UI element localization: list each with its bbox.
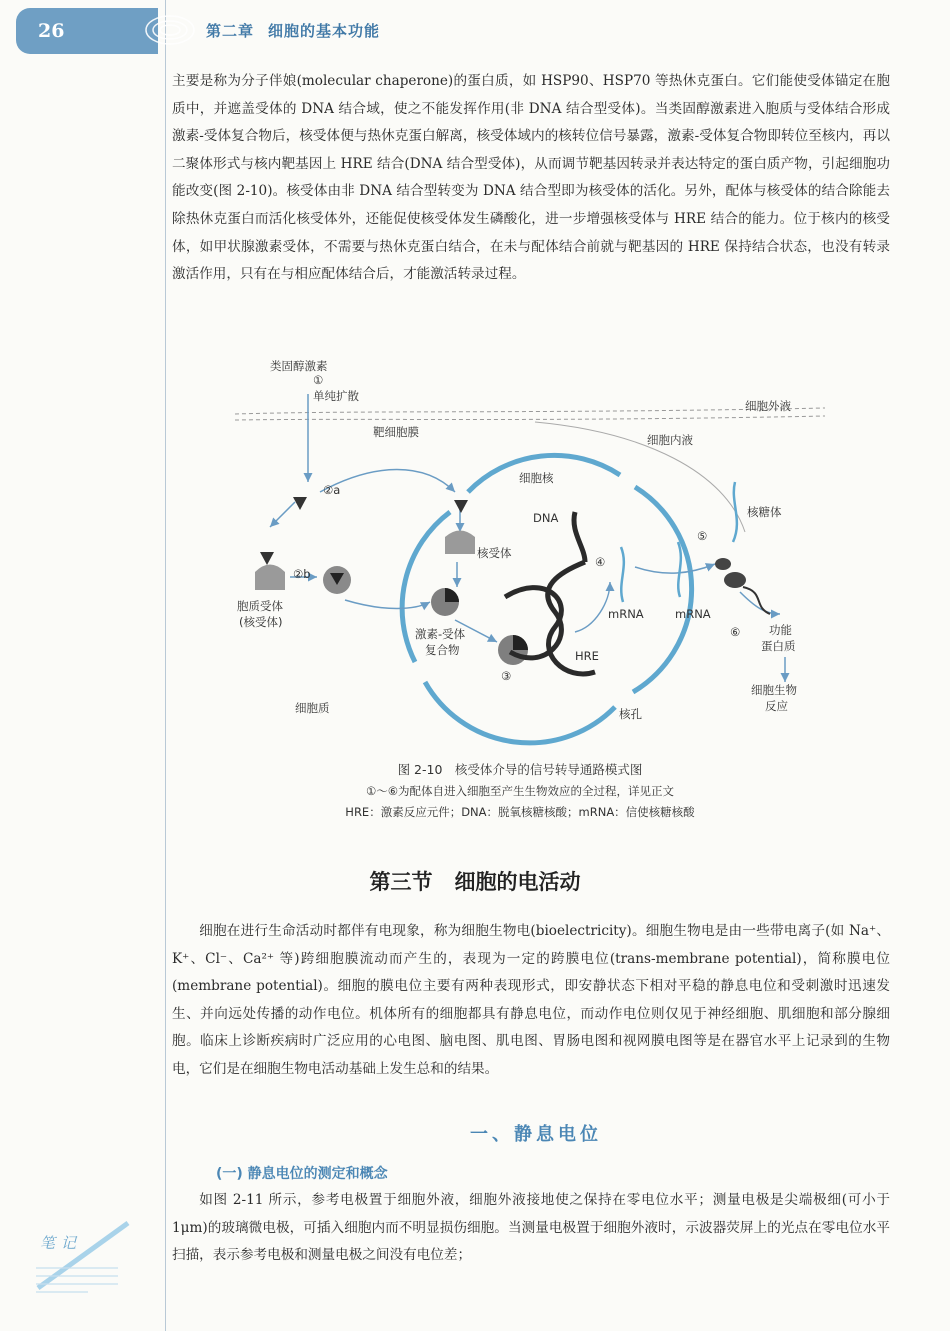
dna-bound-complex xyxy=(498,635,528,665)
label-intracellular: 细胞内液 xyxy=(647,433,693,447)
label-step5: ⑤ xyxy=(697,529,708,543)
label-cytoplasm: 细胞质 xyxy=(295,701,330,715)
label-step1: ① xyxy=(313,373,324,387)
arrow-transcription xyxy=(575,582,610,632)
label-func-protein-2: 蛋白质 xyxy=(761,639,796,653)
figure-diagram xyxy=(225,352,825,752)
mrna-nuclear xyxy=(621,547,624,602)
label-hormone-receptor-2: 复合物 xyxy=(425,643,460,657)
label-step6: ⑥ xyxy=(730,625,741,639)
page-number: 26 xyxy=(38,20,65,42)
label-bio-effect-1: 细胞生物 xyxy=(751,683,797,697)
chapter-heading xyxy=(206,20,380,41)
cell-membrane xyxy=(235,408,825,414)
label-steroid: 类固醇激素 xyxy=(270,359,328,373)
label-ribosome: 核糖体 xyxy=(747,505,782,519)
paragraph-3: 如图 2-11 所示，参考电极置于细胞外液，细胞外液接地使之保持在零电位水平；测量电极是尖端极细(可小于 1μm)的玻璃微电极，可插入细胞内而不明显损伤细胞。当测量电极置于细胞外液时，示波器荧屏上的光点在零电位水平扫描，表示参考电极和测量电极之间没有电位差； xyxy=(172,1192,890,1264)
subsection-heading-1: 一、静息电位 xyxy=(470,1124,602,1145)
note-label: 笔记 xyxy=(40,1234,83,1252)
label-nucleus: 细胞核 xyxy=(519,471,554,485)
peptide-chain xyxy=(743,587,770,614)
figure-caption-line2: ①～⑥为配体自进入细胞至产生生物效应的全过程，详见正文 xyxy=(365,784,675,798)
label-mrna-out: mRNA xyxy=(675,607,711,621)
hormone-triangle-1 xyxy=(293,497,307,510)
nuclear-receptor-shape xyxy=(445,531,475,555)
label-cyto-receptor-2: (核受体) xyxy=(239,615,283,629)
label-step4: ④ xyxy=(595,555,606,569)
chapter-label: 第二章 xyxy=(206,22,255,40)
label-cyto-receptor-1: 胞质受体 xyxy=(237,599,283,613)
figure-2-10 xyxy=(225,352,825,756)
label-hre: HRE xyxy=(575,649,599,663)
label-diffusion: 单纯扩散 xyxy=(313,389,359,403)
label-extracellular: 细胞外液 xyxy=(745,399,791,413)
chapter-title: 细胞的基本功能 xyxy=(268,22,381,40)
figure-caption-line3: HRE：激素反应元件；DNA：脱氧核糖核酸；mRNA：信使核糖核酸 xyxy=(345,805,695,819)
label-dna: DNA xyxy=(533,511,559,525)
arrow-to-nucleus xyxy=(345,600,430,609)
nuclear-envelope-right xyxy=(633,487,692,692)
label-hormone-receptor-1: 激素-受体 xyxy=(415,627,466,641)
label-target-membrane: 靶细胞膜 xyxy=(373,425,419,439)
membrane-curve xyxy=(535,422,745,532)
label-step2a: ②a xyxy=(323,483,341,497)
label-step3: ③ xyxy=(501,669,512,683)
hormone-receptor-complex xyxy=(431,588,459,616)
pencil-icon xyxy=(28,1218,138,1308)
cytoplasmic-receptor xyxy=(255,565,285,591)
section-title: 细胞的电活动 xyxy=(454,870,581,894)
hormone-triangle-2 xyxy=(260,552,274,565)
swirl-logo-icon xyxy=(140,2,200,58)
label-nuclear-pore: 核孔 xyxy=(619,707,642,721)
arrow-export xyxy=(635,564,715,573)
margin-rule xyxy=(165,0,166,1331)
hormone-triangle-3 xyxy=(454,500,468,513)
receptor-complex-cyto xyxy=(323,566,351,594)
figure-caption-title: 图 2-10 核受体介导的信号转导通路模式图 xyxy=(397,762,643,777)
mrna-ribosome xyxy=(733,482,737,542)
label-nuclear-receptor: 核受体 xyxy=(477,546,512,560)
label-func-protein-1: 功能 xyxy=(769,623,792,637)
label-mrna-in: mRNA xyxy=(608,607,644,621)
arrow-to-receptor xyxy=(270,502,295,527)
section-heading xyxy=(0,866,950,896)
cell-membrane-inner xyxy=(235,416,825,420)
nuclear-envelope-bottom xyxy=(425,682,615,743)
label-bio-effect-2: 反应 xyxy=(765,699,788,713)
paragraph-2: 细胞在进行生命活动时都伴有电现象，称为细胞生物电(bioelectricity)。细胞生物电是由一些带电离子(如 Na⁺、K⁺、Cl⁻、Ca²⁺ 等)跨细胞膜流动而产生的，表现为一定的跨膜电位(trans-membrane potential)，简称膜电位(membrane potential)。细胞的膜电位主要有两种表现形式，即安静状态下相对平稳的静息电位和受刺激时迅速发生、并向远处传播的动作电位。机体所有的细胞都具有静息电位，而动作电位则仅见于神经细胞、肌细胞和部分腺细胞。临床上诊断疾病时广泛应用的心电图、脑电图、肌电图、胃肠电图和视网膜电图等是在器官水平上记录到的生物电，它们是在细胞生物电活动基础上发生总和的结果。 xyxy=(172,923,890,1077)
subsection-heading-2: (一) 静息电位的测定和概念 xyxy=(216,1166,388,1182)
mrna-cytoplasm xyxy=(678,542,681,597)
paragraph-1: 主要是称为分子伴娘(molecular chaperone)的蛋白质，如 HSP90、HSP70 等热休克蛋白。它们能使受体锚定在胞质中，并遮盖受体的 DNA 结合域，使之不能发挥作用(非 DNA 结合型受体)。当类固醇激素进入胞质与受体结合形成激素-受体复合物后，核受体便与热休克蛋白解离，核受体域内的核转位信号暴露，激素-受体复合物即转位至核内，再以二聚体形式与核内靶基因上 HRE 结合(DNA 结合型受体)，从而调节靶基因转录并表达特定的蛋白质产物，引起细胞功能改变(图 2-10)。核受体由非 DNA 结合型转变为 DNA 结合型即为核受体的活化。另外，配体与核受体的结合除能去除热休克蛋白而活化核受体外，还能促使核受体发生磷酸化，进一步增强核受体与 HRE 结合的能力。位于核内的核受体，如甲状腺激素受体，不需要与热休克蛋白结合，在未与配体结合前就与靶基因的 HRE 保持结合状态，也没有转录激活作用，只有在与相应配体结合后，才能激活转录过程。 xyxy=(172,73,890,283)
label-step2b: ②b xyxy=(293,567,311,581)
section-number: 第三节 xyxy=(369,870,433,894)
ribosome-shape xyxy=(715,558,746,588)
